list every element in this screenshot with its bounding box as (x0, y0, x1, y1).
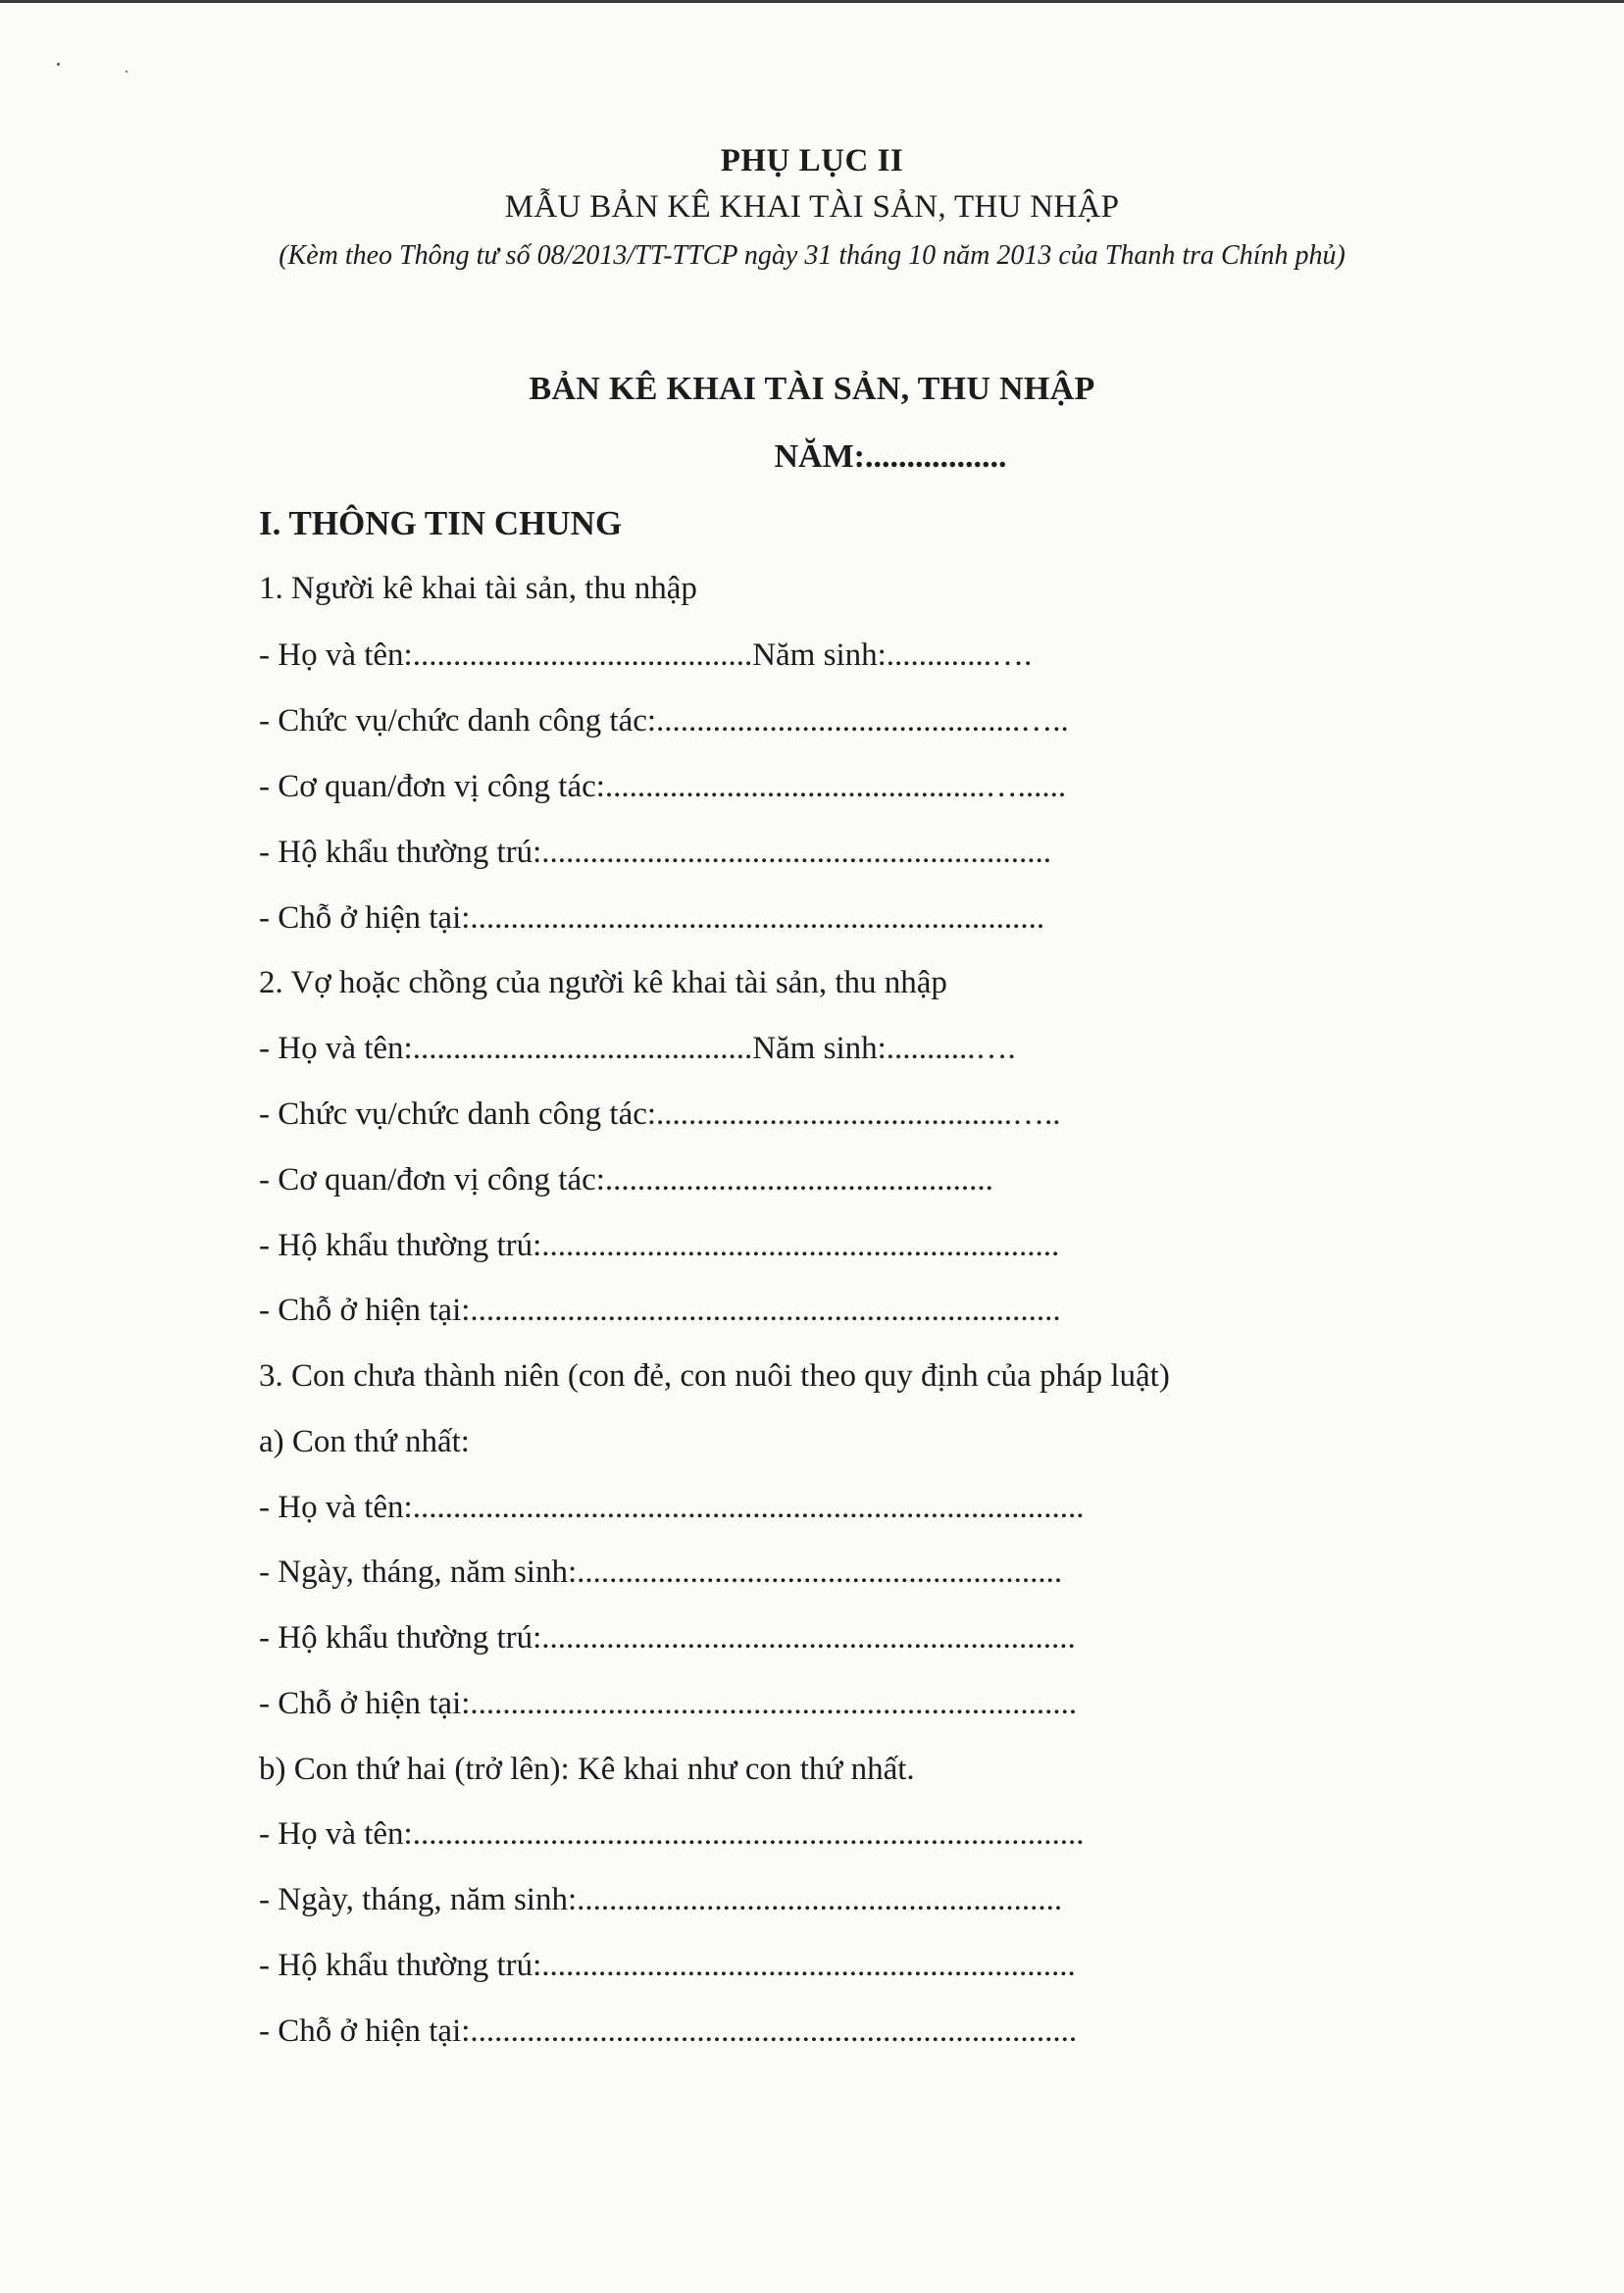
form-title: MẪU BẢN KÊ KHAI TÀI SẢN, THU NHẬP (504, 189, 1120, 225)
year-field: NĂM:................. (774, 438, 1007, 475)
second-child-label: b) Con thứ hai (trở lên): Kê khai như con thứ nhất. (259, 1752, 915, 1787)
declarant-subheading: 1. Người kê khai tài sản, thu nhập (259, 571, 697, 606)
spouse-position-field: - Chức vụ/chức danh công tác:............................................….. (259, 1096, 1061, 1132)
second-child-residence-field: - Hộ khẩu thường trú:.................................................................. (259, 1948, 1076, 1983)
first-child-label: a) Con thứ nhất: (259, 1424, 470, 1459)
declarant-address-field: - Chỗ ở hiện tại:....................................................................... (259, 900, 1045, 936)
first-child-dob-field: - Ngày, tháng, năm sinh:............................................................ (259, 1554, 1063, 1590)
scan-speck (57, 63, 60, 66)
second-child-dob-field: - Ngày, tháng, năm sinh:............................................................ (259, 1882, 1063, 1917)
declarant-residence-field: - Hộ khẩu thường trú:............................................................... (259, 835, 1052, 870)
first-child-address-field: - Chỗ ở hiện tại:........................................................................... (259, 1686, 1078, 1721)
spouse-subheading: 2. Vợ hoặc chồng của người kê khai tài sản, thu nhập (259, 965, 947, 1000)
spouse-agency-field: - Cơ quan/đơn vị công tác:................................................ (259, 1162, 993, 1197)
appendix-title: PHỤ LỤC II (720, 143, 904, 178)
first-child-residence-field: - Hộ khẩu thường trú:.................................................................. (259, 1620, 1076, 1656)
scan-top-edge (0, 0, 1624, 3)
second-child-name-field: - Họ và tên:................................................................................... (259, 1816, 1085, 1852)
declarant-name-field: - Họ và tên:..........................................Năm sinh:.............…. (259, 637, 1033, 673)
second-child-address-field: - Chỗ ở hiện tại:........................................................................... (259, 2013, 1078, 2049)
scan-speck (126, 71, 127, 73)
declarant-position-field: - Chức vụ/chức danh công tác:.............................................….. (259, 703, 1069, 739)
spouse-residence-field: - Hộ khẩu thường trú:................................................................ (259, 1228, 1060, 1263)
first-child-name-field: - Họ và tên:................................................................................... (259, 1490, 1085, 1525)
section-heading-general-info: I. THÔNG TIN CHUNG (259, 504, 623, 542)
issuance-note: (Kèm theo Thông tư số 08/2013/TT-TTCP ngày 31 tháng 10 năm 2013 của Thanh tra Chính phủ) (279, 240, 1345, 271)
spouse-address-field: - Chỗ ở hiện tại:......................................................................... (259, 1293, 1061, 1328)
spouse-name-field: - Họ và tên:..........................................Năm sinh:...........…. (259, 1031, 1016, 1066)
declaration-title: BẢN KÊ KHAI TÀI SẢN, THU NHẬP (529, 371, 1095, 407)
children-subheading: 3. Con chưa thành niên (con đẻ, con nuôi theo quy định của pháp luật) (259, 1358, 1170, 1394)
declarant-agency-field: - Cơ quan/đơn vị công tác:...............................................…...... (259, 769, 1067, 804)
